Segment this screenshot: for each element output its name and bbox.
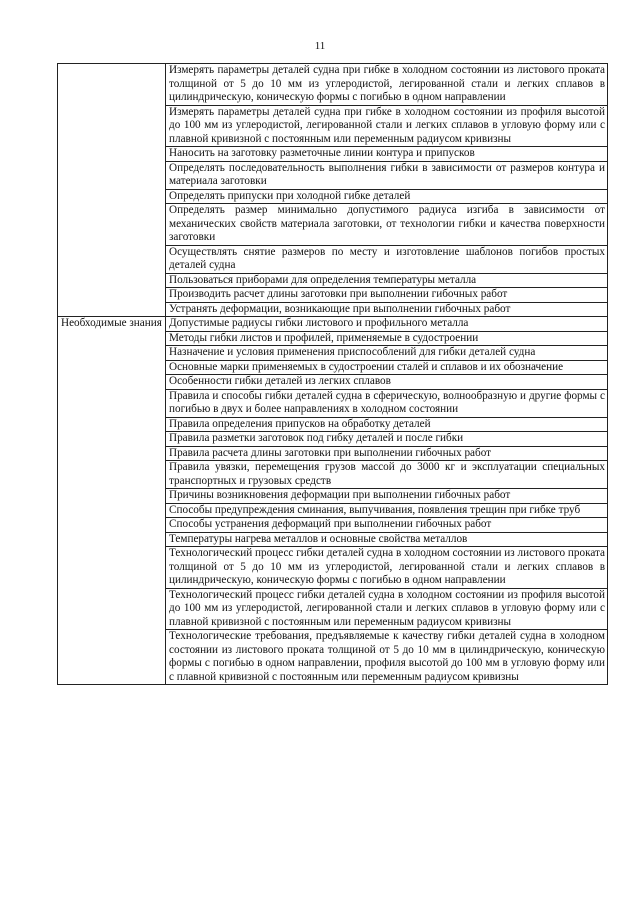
knowledge-item: Методы гибки листов и профилей, применяемые в судостроении — [166, 331, 608, 346]
knowledge-item: Способы устранения деформаций при выполнении гибочных работ — [166, 518, 608, 533]
knowledge-item: Причины возникновения деформации при выполнении гибочных работ — [166, 489, 608, 504]
skill-item: Измерять параметры деталей судна при гибке в холодном состоянии из листового проката толщиной от 5 до 10 мм из углеродистой, легированной стали и легких сплавов в цилиндрическую, коническую формы с погибью в одном направлении — [166, 64, 608, 106]
knowledge-item: Правила определения припусков на обработку деталей — [166, 417, 608, 432]
knowledge-label: Необходимые знания — [61, 317, 162, 329]
table-row — [58, 64, 608, 106]
knowledge-item: Технологический процесс гибки деталей судна в холодном состоянии из листового проката толщиной от 5 до 10 мм из углеродистой, легированной стали и легких сплавов в цилиндрическую, коническую формы с погибью в одном направлении — [166, 547, 608, 589]
knowledge-item: Особенности гибки деталей из легких сплавов — [166, 375, 608, 390]
knowledge-item: Назначение и условия применения приспособлений для гибки деталей судна — [166, 346, 608, 361]
skill-item: Определять последовательность выполнения гибки в зависимости от размеров контура и материала заготовки — [166, 161, 608, 189]
knowledge-item: Технологический процесс гибки деталей судна в холодном состоянии из профиля высотой до 100 мм из углеродистой, легированной стали и легких сплавов в угловую форму или с плавной кривизной с постоянным или переменным радиусом кривизны — [166, 588, 608, 630]
knowledge-item: Основные марки применяемых в судостроении сталей и сплавов и их обозначение — [166, 360, 608, 375]
skill-item: Определять размер минимально допустимого радиуса изгиба в зависимости от механических свойств материала заготовки, от технологии гибки и качества поверхности заготовки — [166, 204, 608, 246]
knowledge-item: Правила разметки заготовок под гибку деталей и после гибки — [166, 432, 608, 447]
knowledge-label-cell — [58, 317, 166, 685]
knowledge-item: Температуры нагрева металлов и основные свойства металлов — [166, 532, 608, 547]
skill-item: Измерять параметры деталей судна при гибке в холодном состоянии из профиля высотой до 100 мм из углеродистой, легированной стали и легких сплавов в угловую форму или с плавной кривизной с постоянным или переменным радиусом кривизны — [166, 105, 608, 147]
knowledge-item: Правила увязки, перемещения грузов массой до 3000 кг и эксплуатации специальных транспортных и грузовых средств — [166, 461, 608, 489]
skill-item: Пользоваться приборами для определения температуры металла — [166, 273, 608, 288]
knowledge-item: Правила расчета длины заготовки при выполнении гибочных работ — [166, 446, 608, 461]
skill-item: Устранять деформации, возникающие при выполнении гибочных работ — [166, 302, 608, 317]
page-number: 11 — [314, 40, 326, 52]
skill-item: Осуществлять снятие размеров по месту и изготовление шаблонов погибов простых деталей судна — [166, 245, 608, 273]
skills-label-cell — [58, 64, 166, 317]
skill-item: Определять припуски при холодной гибке деталей — [166, 189, 608, 204]
knowledge-item: Технологические требования, предъявляемые к качеству гибки деталей судна в холодном состоянии из листового проката толщиной от 5 до 10 мм в цилиндрическую, коническую формы с погибью в одном направлении, профиля высотой до 100 мм в угловую форму или с плавной кривизной с постоянным или переменным радиусом кривизны — [166, 630, 608, 685]
knowledge-item: Правила и способы гибки деталей судна в сферическую, волнообразную и другие формы с погибью в двух и более направлениях в холодном состоянии — [166, 389, 608, 417]
skill-item: Производить расчет длины заготовки при выполнении гибочных работ — [166, 288, 608, 303]
table-row — [58, 317, 608, 332]
knowledge-item: Допустимые радиусы гибки листового и профильного металла — [166, 317, 608, 332]
competency-table — [57, 63, 608, 685]
skill-item: Наносить на заготовку разметочные линии контура и припусков — [166, 147, 608, 162]
knowledge-item: Способы предупреждения сминания, выпучивания, появления трещин при гибке труб — [166, 503, 608, 518]
